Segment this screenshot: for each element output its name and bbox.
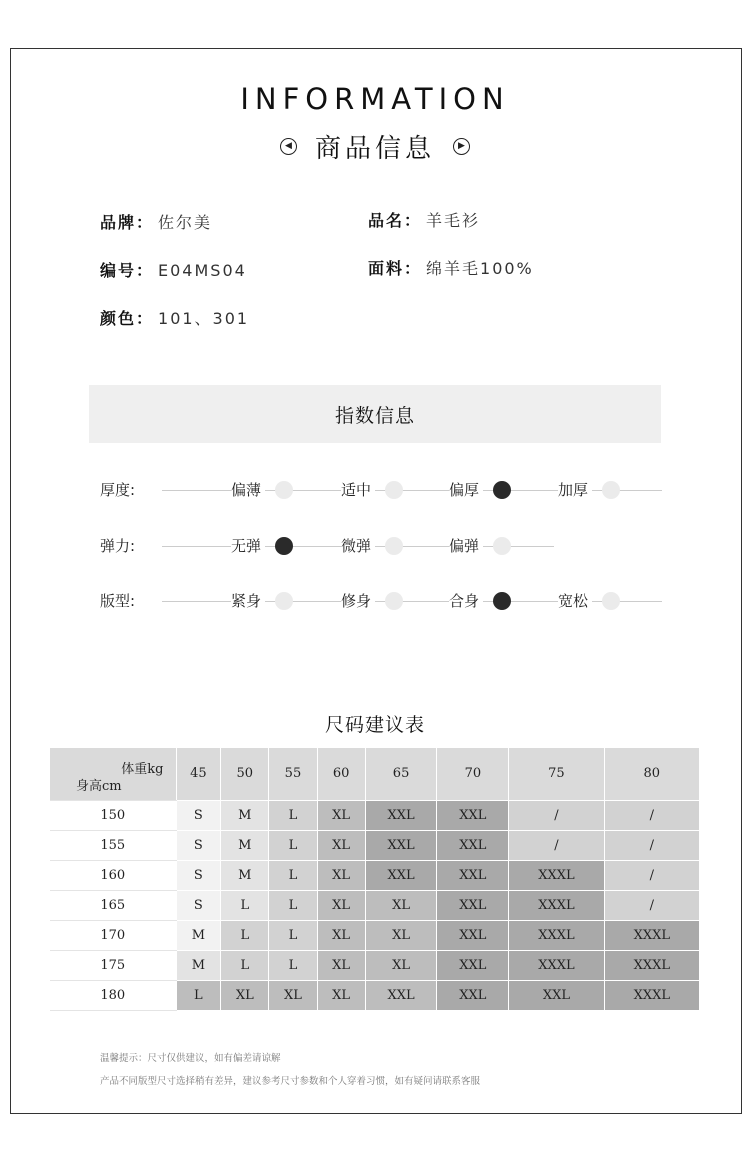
size-cell: XXL	[365, 800, 437, 830]
size-cell: L	[269, 800, 317, 830]
size-cell: XL	[317, 980, 365, 1010]
fabric-label: 面料：	[368, 259, 423, 278]
info-product-name	[368, 208, 480, 231]
product-name-label: 品名：	[368, 211, 423, 230]
elasticity-option: 无弹	[231, 534, 265, 558]
size-cell: S	[176, 860, 221, 890]
info-color	[100, 306, 249, 329]
elasticity-option: 偏弹	[449, 534, 483, 558]
fit-dot-selected	[493, 592, 511, 610]
size-cell: L	[269, 860, 317, 890]
size-cell: XL	[365, 920, 437, 950]
size-cell: XL	[317, 950, 365, 980]
fit-option: 紧身	[231, 589, 265, 613]
weight-header-cell: 65	[365, 748, 437, 800]
size-cell: XL	[269, 980, 317, 1010]
thickness-option: 适中	[341, 478, 375, 502]
size-cell: XL	[317, 920, 365, 950]
title-chinese-row	[0, 128, 750, 165]
height-cell: 160	[50, 860, 176, 890]
note-tip: 温馨提示：尺寸仅供建议，如有偏差请谅解	[100, 1053, 281, 1064]
size-cell: XXL	[437, 830, 509, 860]
size-table-header	[50, 748, 700, 800]
weight-header-cell: 50	[221, 748, 269, 800]
fabric-value: 绵羊毛100%	[426, 259, 534, 278]
size-cell: L	[269, 830, 317, 860]
code-value: E04MS04	[158, 261, 247, 280]
size-cell: /	[604, 800, 699, 830]
weight-header-cell: 55	[269, 748, 317, 800]
table-row	[50, 830, 700, 860]
fit-option: 合身	[449, 589, 483, 613]
size-cell: XXXL	[509, 950, 604, 980]
size-cell: XL	[365, 950, 437, 980]
height-cell: 165	[50, 890, 176, 920]
thickness-scale	[0, 478, 750, 502]
thickness-option: 偏薄	[231, 478, 265, 502]
elasticity-dot	[493, 537, 511, 555]
size-cell: XXXL	[604, 950, 699, 980]
elasticity-dot	[385, 537, 403, 555]
info-fabric	[368, 256, 534, 279]
elasticity-label: 弹力:	[100, 537, 136, 555]
brand-value: 佐尔美	[158, 213, 213, 232]
size-cell: S	[176, 830, 221, 860]
size-cell: L	[176, 980, 221, 1010]
size-cell: XXL	[437, 950, 509, 980]
size-table-title: 尺码建议表	[324, 714, 425, 736]
fit-option: 宽松	[558, 589, 592, 613]
height-cell: 150	[50, 800, 176, 830]
fit-option: 修身	[341, 589, 375, 613]
fit-scale	[0, 589, 750, 613]
size-cell: L	[269, 890, 317, 920]
weight-header-cell: 45	[176, 748, 221, 800]
index-banner: 指数信息	[89, 385, 661, 443]
fit-dot	[602, 592, 620, 610]
color-value: 101、301	[158, 309, 250, 328]
size-cell: /	[604, 890, 699, 920]
table-row	[50, 860, 700, 890]
size-cell: XL	[317, 830, 365, 860]
weight-header-cell: 60	[317, 748, 365, 800]
size-cell: XL	[317, 800, 365, 830]
info-code	[100, 258, 247, 281]
size-cell: XXL	[437, 860, 509, 890]
height-cell: 180	[50, 980, 176, 1010]
height-cell: 155	[50, 830, 176, 860]
size-cell: XL	[317, 890, 365, 920]
size-cell: XL	[365, 890, 437, 920]
title-chinese: 商品信息	[314, 134, 435, 164]
color-label: 颜色：	[100, 309, 155, 328]
title-english: INFORMATION	[240, 82, 510, 116]
thickness-dot	[385, 481, 403, 499]
size-table	[50, 748, 700, 1011]
thickness-option: 加厚	[558, 478, 592, 502]
size-cell: XXL	[437, 980, 509, 1010]
size-cell: XXXL	[509, 920, 604, 950]
size-cell: /	[604, 860, 699, 890]
size-cell: XXL	[437, 890, 509, 920]
thickness-dot	[275, 481, 293, 499]
elasticity-dot-selected	[275, 537, 293, 555]
size-cell: XXXL	[509, 860, 604, 890]
size-cell: M	[221, 800, 269, 830]
size-cell: /	[604, 830, 699, 860]
thickness-option: 偏厚	[449, 478, 483, 502]
thickness-dot	[602, 481, 620, 499]
size-cell: /	[509, 830, 604, 860]
size-cell: XXXL	[604, 920, 699, 950]
size-cell: L	[221, 950, 269, 980]
corner-height-label: 身高cm	[76, 779, 122, 794]
height-cell: 170	[50, 920, 176, 950]
fit-dot	[275, 592, 293, 610]
table-row	[50, 800, 700, 830]
size-cell: L	[221, 920, 269, 950]
size-cell: /	[509, 800, 604, 830]
brand-label: 品牌：	[100, 213, 155, 232]
product-name-value: 羊毛衫	[426, 211, 481, 230]
size-cell: M	[221, 830, 269, 860]
size-cell: XXL	[437, 920, 509, 950]
size-cell: XXL	[365, 860, 437, 890]
code-label: 编号：	[100, 261, 155, 280]
size-cell: XL	[317, 860, 365, 890]
size-cell: M	[176, 950, 221, 980]
table-row	[50, 890, 700, 920]
size-cell: XL	[221, 980, 269, 1010]
circle-right-arrow-icon: ▶	[453, 138, 470, 155]
height-cell: 175	[50, 950, 176, 980]
size-cell: L	[221, 890, 269, 920]
size-cell: XXXL	[604, 980, 699, 1010]
thickness-dot-selected	[493, 481, 511, 499]
fit-dot	[385, 592, 403, 610]
size-cell: L	[269, 950, 317, 980]
size-cell: XXL	[509, 980, 604, 1010]
size-cell: M	[221, 860, 269, 890]
elasticity-option: 微弹	[341, 534, 375, 558]
size-cell: XXL	[365, 980, 437, 1010]
corner-weight-label: 体重kg	[121, 762, 164, 777]
size-cell: XXXL	[509, 890, 604, 920]
table-row	[50, 980, 700, 1010]
thickness-label: 厚度:	[100, 481, 136, 499]
size-cell: M	[176, 920, 221, 950]
weight-header-cell: 75	[509, 748, 604, 800]
elasticity-scale	[0, 534, 750, 558]
size-table-corner	[50, 748, 176, 800]
note-detail: 产品不同版型尺寸选择稍有差异，建议参考尺寸参数和个人穿着习惯，如有疑问请联系客服	[100, 1076, 481, 1087]
weight-header-cell: 80	[604, 748, 699, 800]
size-cell: XXL	[437, 800, 509, 830]
size-cell: XXL	[365, 830, 437, 860]
weight-header-cell: 70	[437, 748, 509, 800]
size-cell: L	[269, 920, 317, 950]
circle-left-arrow-icon: ◀	[280, 138, 297, 155]
table-row	[50, 920, 700, 950]
table-row	[50, 950, 700, 980]
fit-label: 版型:	[100, 592, 136, 610]
info-brand	[100, 210, 212, 233]
size-cell: S	[176, 800, 221, 830]
size-cell: S	[176, 890, 221, 920]
